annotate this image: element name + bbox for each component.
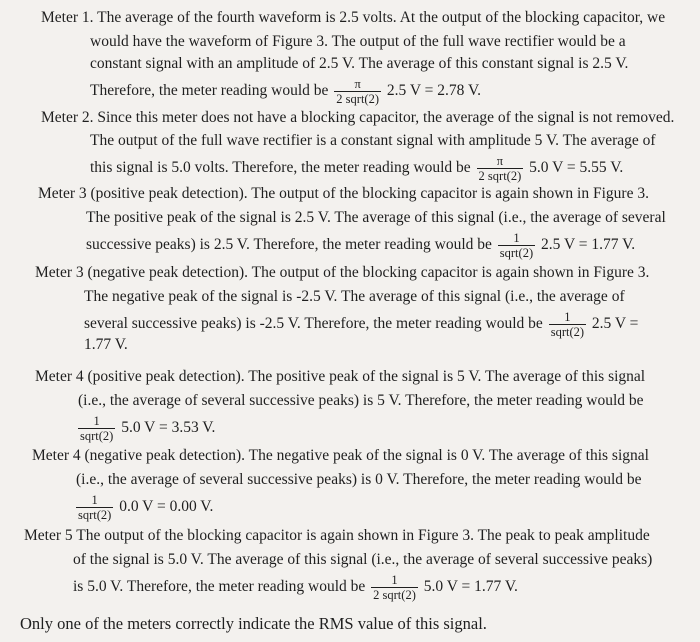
meter5-line2: of the signal is 5.0 V. The average of this signal (i.e., the average of several successive peaks)	[73, 551, 653, 568]
meter4pos-fraction	[78, 415, 115, 442]
meter1-line4	[90, 78, 481, 105]
meter4neg-line1: Meter 4 (negative peak detection). The negative peak of the signal is 0 V. The average of this signal	[32, 447, 649, 464]
fraction-numerator: 1	[78, 415, 115, 429]
meter4neg-line2: (i.e., the average of several successive peaks) is 0 V. Therefore, the meter reading would be	[76, 471, 642, 488]
meter3pos-line3-text: successive peaks) is 2.5 V. Therefore, the meter reading would be	[86, 236, 492, 254]
meter3neg-line1: Meter 3 (negative peak detection). The output of the blocking capacitor is again shown in Figure 3.	[35, 264, 650, 281]
meter3pos-line3	[86, 232, 635, 259]
fraction-numerator: 1	[498, 232, 535, 246]
meter1-line1: Meter 1. The average of the fourth waveform is 2.5 volts. At the output of the blocking capacitor, we	[41, 9, 666, 26]
meter2-line2: The output of the full wave rectifier is a constant signal with amplitude 5 V. The average of	[90, 132, 656, 149]
meter2-line3	[90, 155, 623, 182]
meter3neg-result: 2.5 V =	[591, 315, 639, 333]
fraction-denominator: 2 sqrt(2)	[373, 588, 416, 602]
fraction-numerator: 1	[371, 574, 418, 588]
fraction-denominator: sqrt(2)	[550, 325, 585, 339]
fraction-numerator: π	[477, 155, 524, 169]
meter3neg-line2: The negative peak of the signal is -2.5 V. The average of this signal (i.e., the average of	[84, 288, 625, 305]
meter4pos-line3	[76, 415, 215, 442]
meter4neg-fraction	[76, 494, 113, 521]
meter1-line2: would have the waveform of Figure 3. The output of the full wave rectifier would be a	[90, 33, 626, 50]
meter1-fraction	[334, 78, 381, 105]
meter2-line1: Meter 2. Since this meter does not have a blocking capacitor, the average of the signal is not removed.	[41, 109, 675, 126]
meter3pos-line2: The positive peak of the signal is 2.5 V. The average of this signal (i.e., the average of several	[86, 209, 666, 226]
fraction-denominator: sqrt(2)	[80, 429, 114, 443]
meter4pos-line2: (i.e., the average of several successive peaks) is 5 V. Therefore, the meter reading would be	[78, 392, 644, 409]
meter2-fraction	[477, 155, 524, 182]
fraction-numerator: 1	[549, 311, 586, 325]
meter1-result: 2.5 V = 2.78 V.	[386, 82, 482, 100]
fraction-denominator: sqrt(2)	[499, 246, 534, 260]
meter3neg-fraction	[549, 311, 586, 338]
meter3pos-result: 2.5 V = 1.77 V.	[540, 236, 636, 254]
meter4pos-line1: Meter 4 (positive peak detection). The positive peak of the signal is 5 V. The average of this signal	[35, 368, 646, 385]
fraction-numerator: π	[334, 78, 381, 92]
meter4neg-line3	[74, 494, 213, 521]
meter2-result: 5.0 V = 5.55 V.	[529, 159, 624, 177]
meter5-line1: Meter 5 The output of the blocking capacitor is again shown in Figure 3. The peak to peak amplitude	[24, 527, 650, 544]
meter2-line3-text: this signal is 5.0 volts. Therefore, the meter reading would be	[90, 159, 471, 177]
fraction-denominator: sqrt(2)	[78, 508, 112, 522]
meter5-fraction	[371, 574, 418, 601]
meter3neg-line3	[84, 311, 638, 338]
conclusion-text: Only one of the meters correctly indicate the RMS value of this signal.	[20, 614, 487, 633]
meter3pos-fraction	[498, 232, 535, 259]
meter4neg-result: 0.0 V = 0.00 V.	[119, 498, 214, 516]
meter3neg-line3-text: several successive peaks) is -2.5 V. Therefore, the meter reading would be	[84, 315, 543, 333]
meter4pos-result: 5.0 V = 3.53 V.	[121, 419, 216, 437]
meter1-line3: constant signal with an amplitude of 2.5 V. The average of this constant signal is 2.5 V.	[90, 55, 629, 72]
meter5-result: 5.0 V = 1.77 V.	[423, 578, 518, 596]
meter3neg-line4: 1.77 V.	[84, 336, 128, 353]
meter5-line3	[73, 574, 518, 601]
fraction-denominator: 2 sqrt(2)	[336, 92, 379, 106]
fraction-denominator: 2 sqrt(2)	[478, 169, 522, 183]
meter1-line4-text: Therefore, the meter reading would be	[90, 82, 329, 100]
meter3pos-line1: Meter 3 (positive peak detection). The output of the blocking capacitor is again shown in Figure 3.	[38, 185, 649, 202]
meter5-line3-text: is 5.0 V. Therefore, the meter reading would be	[73, 578, 366, 596]
fraction-numerator: 1	[76, 494, 113, 508]
